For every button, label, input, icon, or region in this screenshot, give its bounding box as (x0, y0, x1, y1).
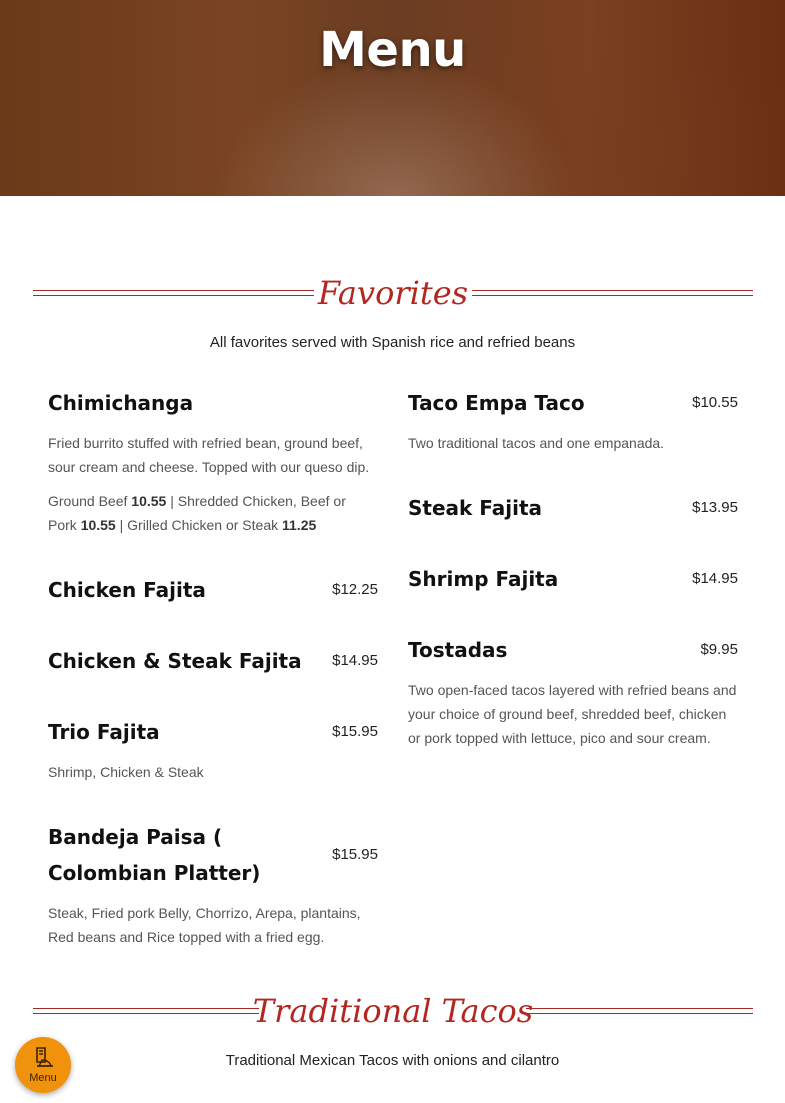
menu-book-icon (31, 1046, 55, 1070)
item-name: Tostadas (408, 638, 508, 662)
menu-item-bandeja-paisa (48, 819, 378, 949)
item-price: $13.95 (692, 499, 738, 516)
item-name: Chicken & Steak Fajita (48, 649, 302, 673)
menu-item-tostadas (408, 632, 738, 750)
item-options: Ground Beef 10.55 | Shredded Chicken, Beef or Pork 10.55 | Grilled Chicken or Steak 11.25 (48, 493, 346, 533)
option-label: Grilled Chicken or Steak (127, 517, 279, 533)
item-name: Shrimp Fajita (408, 567, 559, 591)
item-description: Shrimp, Chicken & Steak (48, 764, 204, 780)
item-name: Trio Fajita (48, 720, 160, 744)
section-heading-traditional-tacos (33, 991, 753, 1031)
menu-item-chimichanga (48, 385, 378, 537)
menu-item-taco-empa-taco (408, 385, 738, 455)
menu-item-trio-fajita (48, 714, 378, 784)
item-name: Chicken Fajita (48, 578, 206, 602)
item-name: Bandeja Paisa ( Colombian Platter) (48, 825, 261, 885)
section-title: Traditional Tacos (252, 992, 534, 1030)
item-description: Fried burrito stuffed with refried bean, ground beef, sour cream and cheese. Topped with our queso dip. (48, 435, 370, 475)
item-name: Chimichanga (48, 391, 194, 415)
item-name: Taco Empa Taco (408, 391, 585, 415)
option-price: 11.25 (282, 517, 317, 533)
menu-floating-button[interactable] (15, 1037, 71, 1093)
item-description: Steak, Fried pork Belly, Chorrizo, Arepa, plantains, Red beans and Rice topped with a fried egg. (48, 905, 361, 945)
option-price: 10.55 (131, 493, 167, 509)
menu-item-chicken-steak-fajita (48, 643, 378, 679)
section-title: Favorites (317, 274, 469, 312)
option-price: 10.55 (80, 517, 116, 533)
page-title: Menu (319, 22, 466, 78)
item-description: Two open-faced tacos layered with refried beans and your choice of ground beef, shredded beef, chicken or pork topped with lettuce, pico and sour cream. (408, 682, 737, 746)
menu-button-label: Menu (29, 1072, 57, 1084)
section-subtitle: Traditional Mexican Tacos with onions and cilantro (225, 1052, 560, 1069)
item-price: $14.95 (332, 652, 378, 669)
hero-banner (0, 0, 785, 196)
section-heading-favorites (33, 273, 753, 313)
item-price: $9.95 (700, 641, 738, 658)
menu-item-steak-fajita (408, 490, 738, 526)
item-price: $10.55 (692, 394, 738, 411)
item-name: Steak Fajita (408, 496, 543, 520)
option-label: Shredded Chicken, Beef or Pork (48, 493, 346, 533)
item-price: $15.95 (332, 846, 378, 863)
menu-item-shrimp-fajita (408, 561, 738, 597)
item-price: $15.95 (332, 723, 378, 740)
menu-item-chicken-fajita (48, 572, 378, 608)
option-label: Ground Beef (48, 493, 128, 509)
section-subtitle: All favorites served with Spanish rice and refried beans (209, 334, 576, 351)
item-price: $12.25 (332, 581, 378, 598)
item-description: Two traditional tacos and one empanada. (408, 435, 665, 451)
item-price: $14.95 (692, 570, 738, 587)
